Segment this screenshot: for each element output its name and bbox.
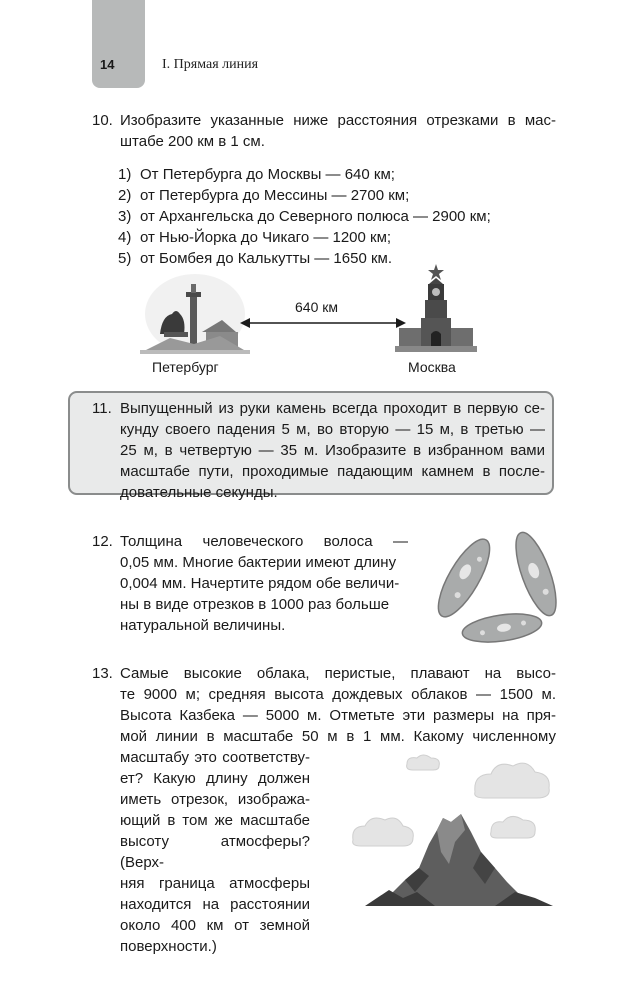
cloud [491, 816, 536, 838]
task-11-text [120, 398, 545, 503]
list-item: 1) От Петербурга до Москвы — 640 км; [118, 166, 395, 183]
task-10-line: Изобразите указанные ниже расстояния отрезками в мас- [120, 112, 556, 129]
running-title: I. Прямая линия [162, 57, 259, 72]
petersburg-illustration [140, 272, 250, 358]
moscow-label: Москва [408, 359, 456, 375]
list-item: 2) от Петербурга до Мессины — 2700 км; [118, 187, 410, 204]
task-13-line: ет? Какую длину должен [120, 770, 310, 787]
bacteria-illustration [430, 516, 562, 650]
task-11-line: Выпущенный из руки камень всегда проходит в первую се- [120, 400, 545, 417]
task-13-line: Высота Казбека — 5000 м. Отметьте эти размеры на пря- [120, 707, 556, 724]
task-13-line: мой линии в масштабе 50 м в 1 мм. Какому численному [120, 728, 556, 745]
task-13-line: те 9000 м; средняя высота дождевых облаков — 1500 м. [120, 686, 556, 703]
task-11-line: 25 м, в четвертую — 35 м. Изобразите в избранном вами [120, 442, 545, 459]
distance-label: 640 км [295, 299, 338, 315]
task-12-number: 12. [92, 533, 113, 550]
task-13-line: Самые высокие облака, перистые, плавают на высо- [120, 665, 556, 682]
page-tab [92, 0, 145, 88]
task-13-line: высоту атмосферы? (Верх- [120, 833, 310, 871]
task-13-line: масштабу это соответству- [120, 749, 310, 766]
cloud [475, 763, 550, 798]
petersburg-label: Петербург [152, 359, 219, 375]
task-10-line: штабе 200 км в 1 см. [120, 133, 265, 150]
list-item: 5) от Бомбея до Калькутты — 1650 км. [118, 250, 393, 267]
task-12-line: натуральной величины. [120, 617, 286, 634]
distance-arrow [238, 313, 408, 333]
cloud [353, 818, 414, 846]
task-12-line: 0,004 мм. Начертите рядом обе величи- [120, 575, 400, 592]
kremlin-tower-illustration [395, 262, 477, 356]
task-13-text [120, 663, 556, 747]
bacterium [508, 528, 564, 620]
task-13-line: иметь отрезок, изобража- [120, 791, 310, 808]
task-13-text-narrow [120, 747, 310, 957]
cloud [407, 755, 440, 770]
bacterium [429, 532, 499, 623]
task-11-number: 11. [92, 400, 112, 417]
list-item: 4) от Нью-Йорка до Чикаго — 1200 км; [118, 229, 392, 246]
task-10-number: 10. [92, 112, 113, 129]
task-11-line: довательные секунды. [120, 484, 278, 501]
bacterium [461, 610, 544, 647]
task-12-line: Толщина человеческого волоса — [120, 533, 408, 550]
task-13-line: няя граница атмосферы [120, 875, 310, 892]
task-13-line: находится на расстоянии [120, 896, 310, 913]
task-11-line: масштабе пути, проходимые падающим камнем в после- [120, 463, 545, 480]
list-item: 3) от Архангельска до Северного полюса — 2900 км; [118, 208, 491, 225]
task-11-line: кунду своего падения 5 м, во вторую — 15 м, в третью — [120, 421, 545, 438]
task-12-line: ны в виде отрезков в 1000 раз больше [120, 596, 390, 613]
task-13-line: ющий в том же масштабе [120, 812, 310, 829]
task-12-text [120, 531, 408, 636]
task-13-line: поверхности.) [120, 938, 217, 955]
page-number: 14 [100, 57, 115, 72]
task-12-line: 0,05 мм. Многие бактерии имеют длину [120, 554, 397, 571]
mountain-clouds-illustration [345, 752, 555, 912]
task-13-number: 13. [92, 665, 113, 682]
task-10-text [120, 110, 556, 152]
task-13-line: около 400 км от земной [120, 917, 310, 934]
